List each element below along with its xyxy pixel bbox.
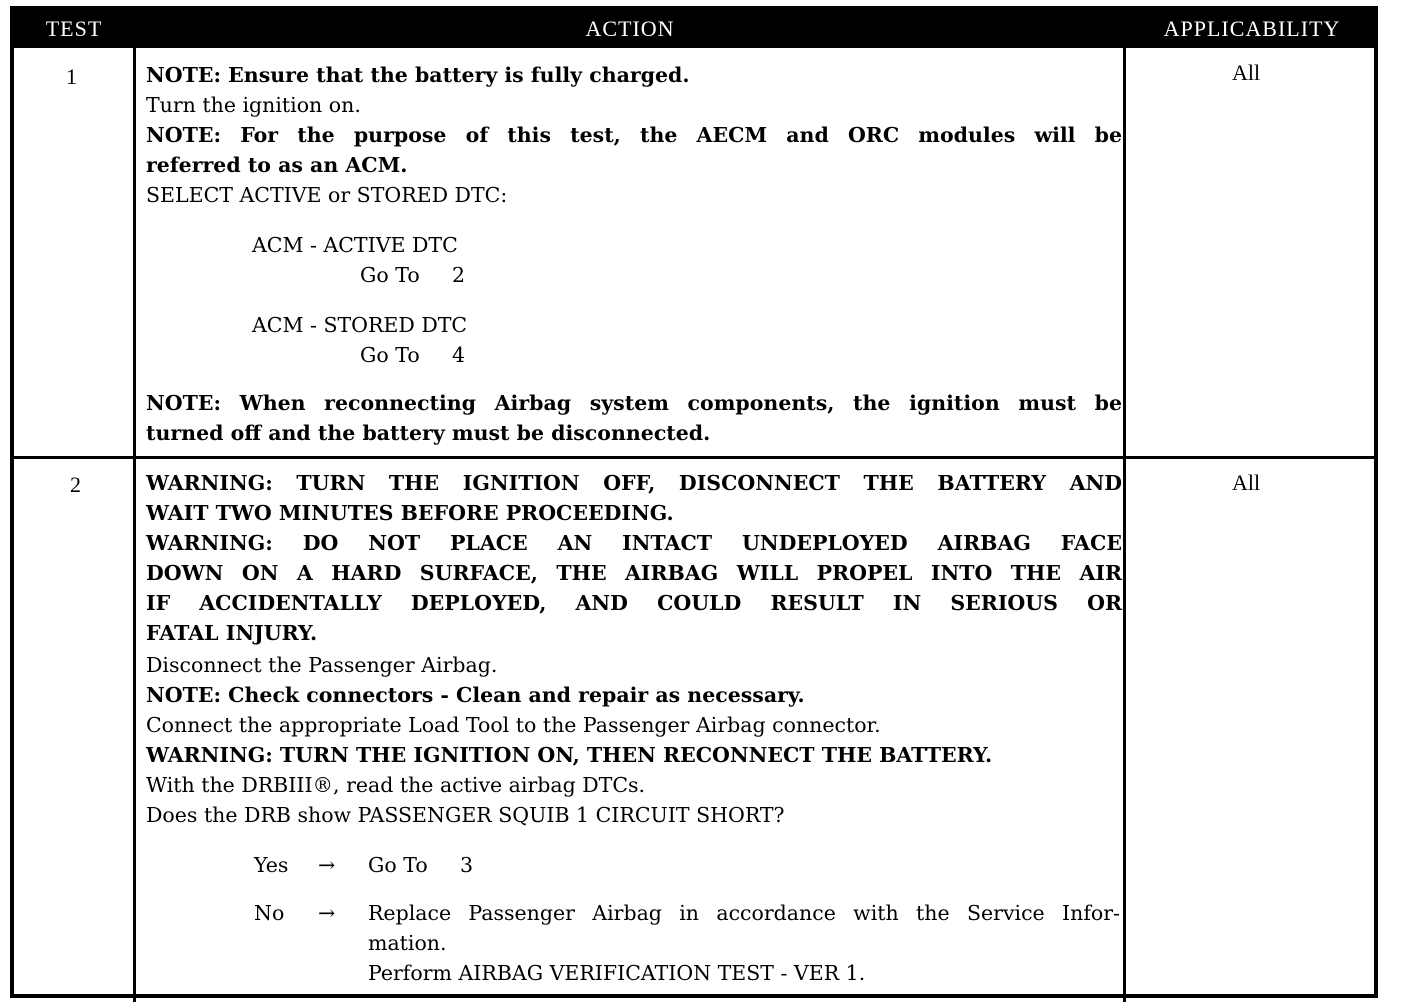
note-text: NOTE: When reconnecting Airbag system components, the ignition must be	[146, 391, 1122, 415]
test-number: 2	[70, 472, 81, 497]
goto-target: 3	[460, 853, 474, 877]
no-action-text: Perform AIRBAG VERIFICATION TEST - VER 1.	[368, 961, 866, 985]
applicability-value: All	[1232, 60, 1261, 85]
goto-target: 2	[452, 263, 466, 287]
warning-text: WARNING: TURN THE IGNITION ON, THEN RECONNECT THE BATTERY.	[146, 743, 993, 767]
column-divider	[1123, 48, 1126, 1002]
warning-text: FATAL INJURY.	[146, 621, 318, 645]
header-test: TEST	[45, 16, 103, 41]
question-text: Does the DRB show PASSENGER SQUIB 1 CIRCUIT SHORT?	[146, 803, 785, 827]
arrow-icon: →	[318, 901, 336, 925]
note-text: NOTE: Ensure that the battery is fully charged.	[146, 63, 690, 87]
instruction-text: Disconnect the Passenger Airbag.	[146, 653, 498, 677]
goto-label: Go To	[368, 853, 428, 877]
warning-text: WARNING: DO NOT PLACE AN INTACT UNDEPLOYED AIRBAG FACE	[146, 531, 1122, 555]
instruction-text: Turn the ignition on.	[146, 93, 361, 117]
instruction-text: SELECT ACTIVE or STORED DTC:	[146, 183, 508, 207]
warning-text: DOWN ON A HARD SURFACE, THE AIRBAG WILL PROPEL INTO THE AIR	[146, 561, 1122, 585]
row-divider	[14, 456, 1378, 459]
note-text: NOTE: For the purpose of this test, the AECM and ORC modules will be	[146, 123, 1122, 147]
goto-label: Go To	[360, 343, 420, 367]
warning-text: IF ACCIDENTALLY DEPLOYED, AND COULD RESULT IN SERIOUS OR	[146, 591, 1122, 615]
instruction-text: With the DRBIII®, read the active airbag DTCs.	[146, 773, 646, 797]
no-action-text: Replace Passenger Airbag in accordance with the Service Infor-	[368, 901, 1120, 925]
no-action-text: mation.	[368, 931, 447, 955]
table-header	[14, 10, 1374, 48]
header-action: ACTION	[585, 16, 675, 41]
column-divider	[133, 48, 136, 1002]
header-applicability: APPLICABILITY	[1163, 16, 1341, 41]
arrow-icon: →	[318, 853, 336, 877]
note-text: NOTE: Check connectors - Clean and repair as necessary.	[146, 683, 805, 707]
note-text: referred to as an ACM.	[146, 153, 408, 177]
goto-target: 4	[452, 343, 466, 367]
diagnostic-table	[10, 6, 1378, 998]
no-label: No	[254, 901, 285, 925]
yes-label: Yes	[254, 853, 289, 877]
warning-text: WARNING: TURN THE IGNITION OFF, DISCONNECT THE BATTERY AND	[146, 471, 1122, 495]
goto-label: Go To	[360, 263, 420, 287]
option-label: ACM - ACTIVE DTC	[252, 233, 458, 257]
applicability-value: All	[1232, 470, 1261, 495]
test-number: 1	[66, 64, 77, 89]
note-text: turned off and the battery must be disconnected.	[146, 421, 711, 445]
warning-text: WAIT TWO MINUTES BEFORE PROCEEDING.	[146, 501, 674, 525]
option-label: ACM - STORED DTC	[252, 313, 468, 337]
instruction-text: Connect the appropriate Load Tool to the Passenger Airbag connector.	[146, 713, 881, 737]
